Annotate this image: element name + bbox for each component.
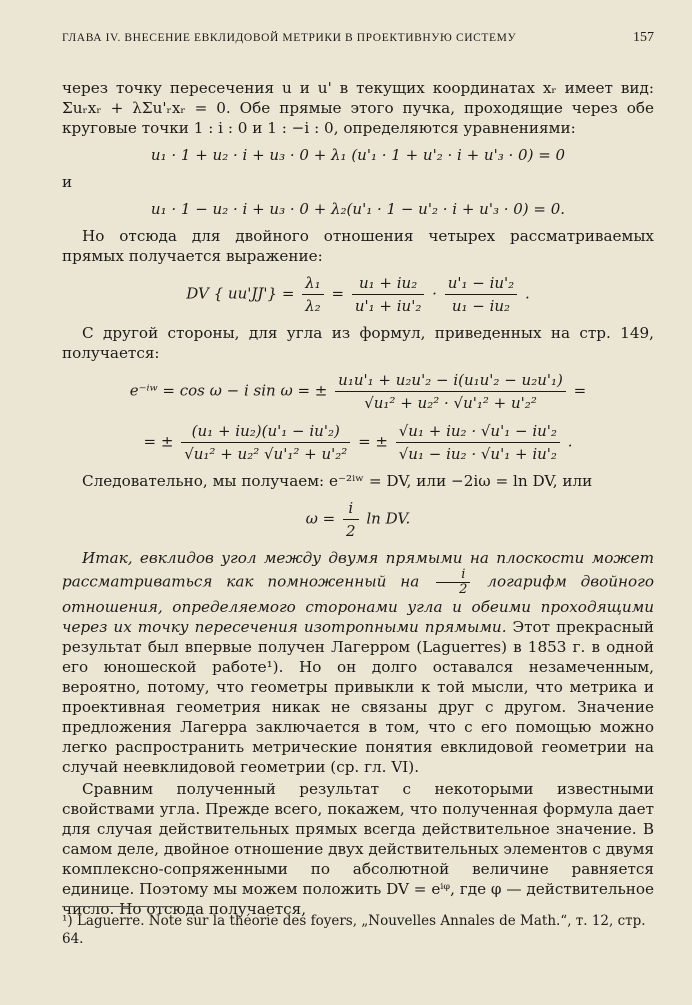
- running-title: ГЛАВА IV. ВНЕСЕНИЕ ЕВКЛИДОВОЙ МЕТРИКИ В ПРОЕКТИВНУЮ СИСТЕМУ: [62, 32, 517, 44]
- equation-angle-factored: [62, 420, 654, 465]
- theorem-text-b: логарифм двойного отношения, определяемого сторонами угла и обеими проходящими через их точку пересечения изотропными прямыми.: [62, 572, 655, 636]
- paragraph-cross-ratio-intro: Но отсюда для двойного отношения четырех рассматриваемых прямых получается выражение:: [62, 227, 654, 265]
- fraction-numerator: i: [436, 568, 470, 583]
- paragraph-angle-properties: Сравним полученный результат с некоторыми известными свойствами угла. Прежде всего, покажем, что полученная формула дает для случая действительных прямых всегда действительное значение. В самом деле, двойное отношение двух действительных элементов с двумя комплексно-сопряженными по абсолютной величине равняется единице. Поэтому мы можем положить DV = eⁱᵠ, где φ — действительное число. Но отсюда получается,: [62, 780, 654, 918]
- footnote-rule: [62, 906, 182, 907]
- equation-angle-exp: [62, 369, 654, 414]
- fraction-numerator: u₁u'₁ + u₂u'₂ − i(u₁u'₂ − u₂u'₁): [335, 369, 566, 392]
- fraction-factored: [181, 420, 350, 465]
- fraction-denominator: λ₂: [305, 297, 321, 315]
- fraction-numerator: √u₁ + iu₂ · √u'₁ − iu'₂: [396, 420, 560, 443]
- fraction-numerator: i: [343, 497, 359, 520]
- fraction-sqrt: [396, 420, 560, 465]
- fraction-denominator: √u₁² + u₂² √u'₁² + u'₂²: [184, 445, 348, 463]
- plus-minus-sign: = ±: [143, 432, 174, 451]
- paragraph-angle-formulas: С другой стороны, для угла из формул, приведенных на стр. 149, получается:: [62, 324, 654, 362]
- fraction-numerator: λ₁: [302, 272, 324, 295]
- paragraph-consequently: Следовательно, мы получаем: e⁻²ⁱʷ = DV, или −2iω = ln DV, или: [82, 472, 593, 490]
- fraction-u-b: [445, 272, 518, 317]
- paragraph-laguerre-theorem: [62, 548, 654, 777]
- equation-line-1: u₁ · 1 + u₂ · i + u₃ · 0 + λ₁ (u'₁ · 1 + u'₂ · i + u'₃ · 0) = 0: [150, 146, 566, 164]
- equation-line-2: u₁ · 1 − u₂ · i + u₃ · 0 + λ₂(u'₁ · 1 − u'₂ · i + u'₃ · 0) = 0.: [150, 200, 566, 218]
- fraction-u-a: [352, 272, 425, 317]
- equation-cross-ratio: [62, 272, 654, 317]
- angle-exp-lhs: e⁻ⁱʷ = cos ω − i sin ω = ±: [129, 381, 328, 400]
- plus-minus-sign: = ±: [358, 432, 388, 451]
- laguerre-discussion: Этот прекрасный результат был впервые получен Лагерром (Laguerres) в 1853 г. в одной его юношеской работе¹). Но он долго оставался незамеченным, вероятно, потому, что геометры привыкли к той мысли, что метрика и проективная геометрия никак не связаны друг с другом. Значение предложения Лагерра заключается в том, что с его помощью можно легко распространить метрические понятия евклидовой геометрии на случай неевклидовой геометрии (ср. гл. VI).: [62, 618, 655, 776]
- fraction-denominator: u'₁ + iu'₂: [354, 297, 422, 315]
- fraction-denominator: 2: [346, 522, 356, 540]
- dot-operator: ·: [432, 284, 437, 303]
- fraction-numerator: u₁ + iu₂: [352, 272, 425, 295]
- equation-period: .: [567, 432, 573, 451]
- footnote: ¹) Laguerre. Note sur la théorie des foyers, „Nouvelles Annales de Math.“, т. 12, стр. 64.: [62, 913, 646, 947]
- fraction-numerator: u'₁ − iu'₂: [445, 272, 518, 295]
- fraction-i-over-2-inline: [436, 568, 470, 597]
- fraction-denominator: 2: [459, 582, 468, 597]
- fraction-numerator: (u₁ + iu₂)(u'₁ − iu'₂): [181, 420, 350, 443]
- omega-lhs: ω =: [305, 509, 336, 528]
- fraction-lambda: [302, 272, 324, 317]
- equation-period: .: [524, 284, 530, 303]
- running-header: [62, 30, 654, 46]
- equals-sign: =: [573, 381, 587, 400]
- equals-sign: =: [331, 284, 345, 303]
- equation-omega: [62, 497, 654, 542]
- fraction-denominator: √u₁ − iu₂ · √u'₁ + iu'₂: [398, 445, 557, 463]
- paragraph-pencil-of-lines: через точку пересечения u и u' в текущих координатах xᵣ имеет вид: Σuᵣxᵣ + λΣu'ᵣxᵣ = 0. Обе прямые этого пучка, проходящие через обе круговые точки 1 : i : 0 и 1 : −i : 0, определяются уравнениями:: [62, 79, 654, 137]
- fraction-denominator: √u₁² + u₂² · √u'₁² + u'₂²: [364, 394, 537, 412]
- page-number: 157: [633, 30, 654, 45]
- omega-rhs: ln DV.: [366, 509, 411, 528]
- fraction-denominator: u₁ − iu₂: [451, 297, 511, 315]
- cross-ratio-lhs: DV { uu'JJ'} =: [186, 284, 295, 303]
- fraction-angle: [335, 369, 566, 414]
- fraction-i-over-2: [343, 497, 359, 542]
- conjunction-and: и: [62, 173, 73, 191]
- theorem-text-a: Итак, евклидов угол между двумя прямыми на плоскости может рассматриваться как помноженный на: [62, 549, 654, 591]
